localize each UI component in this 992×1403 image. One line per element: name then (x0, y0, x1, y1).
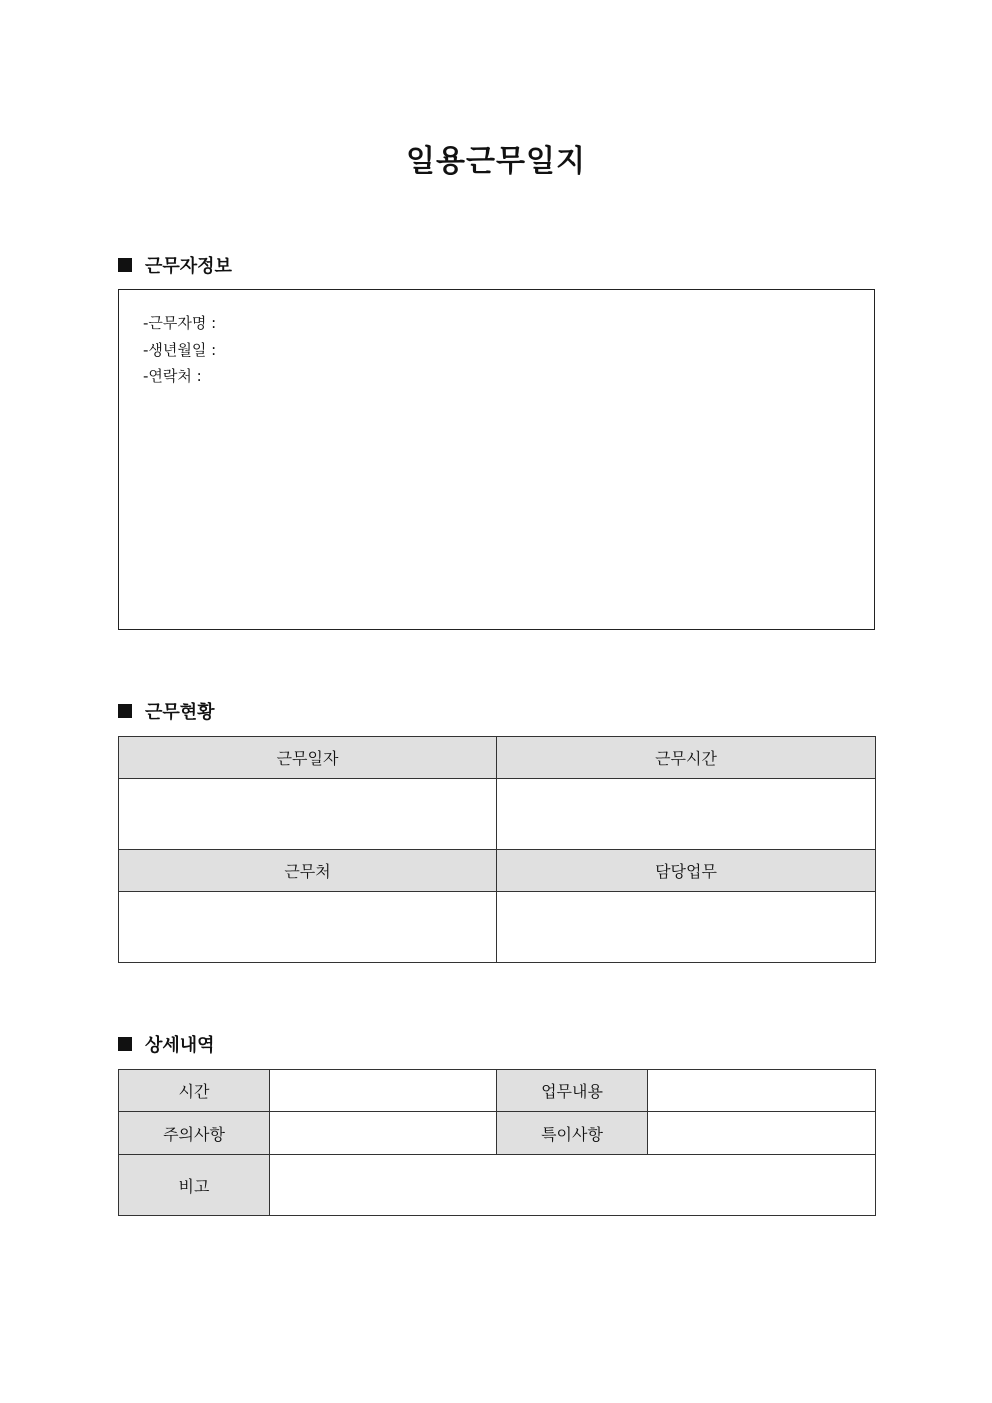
worker-info-box (118, 289, 875, 630)
section-heading-details (118, 1032, 215, 1056)
workplace-cell[interactable] (119, 892, 497, 963)
work-date-header: 근무일자 (119, 737, 497, 779)
notes-label: 비고 (119, 1155, 270, 1216)
square-bullet-icon (118, 1037, 132, 1051)
worker-name-line[interactable]: -근무자명 : (143, 314, 217, 332)
task-content-cell[interactable] (648, 1070, 876, 1112)
work-hours-cell[interactable] (497, 779, 876, 850)
notes-cell[interactable] (270, 1155, 876, 1216)
work-date-cell[interactable] (119, 779, 497, 850)
duty-cell[interactable] (497, 892, 876, 963)
remarks-label: 특이사항 (497, 1112, 648, 1155)
square-bullet-icon (118, 704, 132, 718)
section-heading-label: 근무현황 (145, 702, 215, 723)
square-bullet-icon (118, 258, 132, 272)
contact-line[interactable]: -연락처 : (143, 367, 202, 385)
time-label: 시간 (119, 1070, 270, 1112)
time-cell[interactable] (270, 1070, 497, 1112)
section-heading-work-status (118, 699, 215, 723)
document-title: 일용근무일지 (406, 144, 586, 179)
section-heading-worker-info (118, 253, 232, 277)
work-status-table (118, 736, 876, 963)
task-content-label: 업무내용 (497, 1070, 648, 1112)
birthdate-line[interactable]: -생년월일 : (143, 340, 217, 359)
remarks-cell[interactable] (648, 1112, 876, 1155)
precautions-cell[interactable] (270, 1112, 497, 1155)
duty-header: 담당업무 (497, 850, 876, 892)
section-heading-label: 근무자정보 (145, 256, 232, 277)
work-hours-header: 근무시간 (497, 737, 876, 779)
workplace-header: 근무처 (119, 850, 497, 892)
section-heading-label: 상세내역 (145, 1035, 215, 1056)
precautions-label: 주의사항 (119, 1112, 270, 1155)
details-table (118, 1069, 876, 1216)
